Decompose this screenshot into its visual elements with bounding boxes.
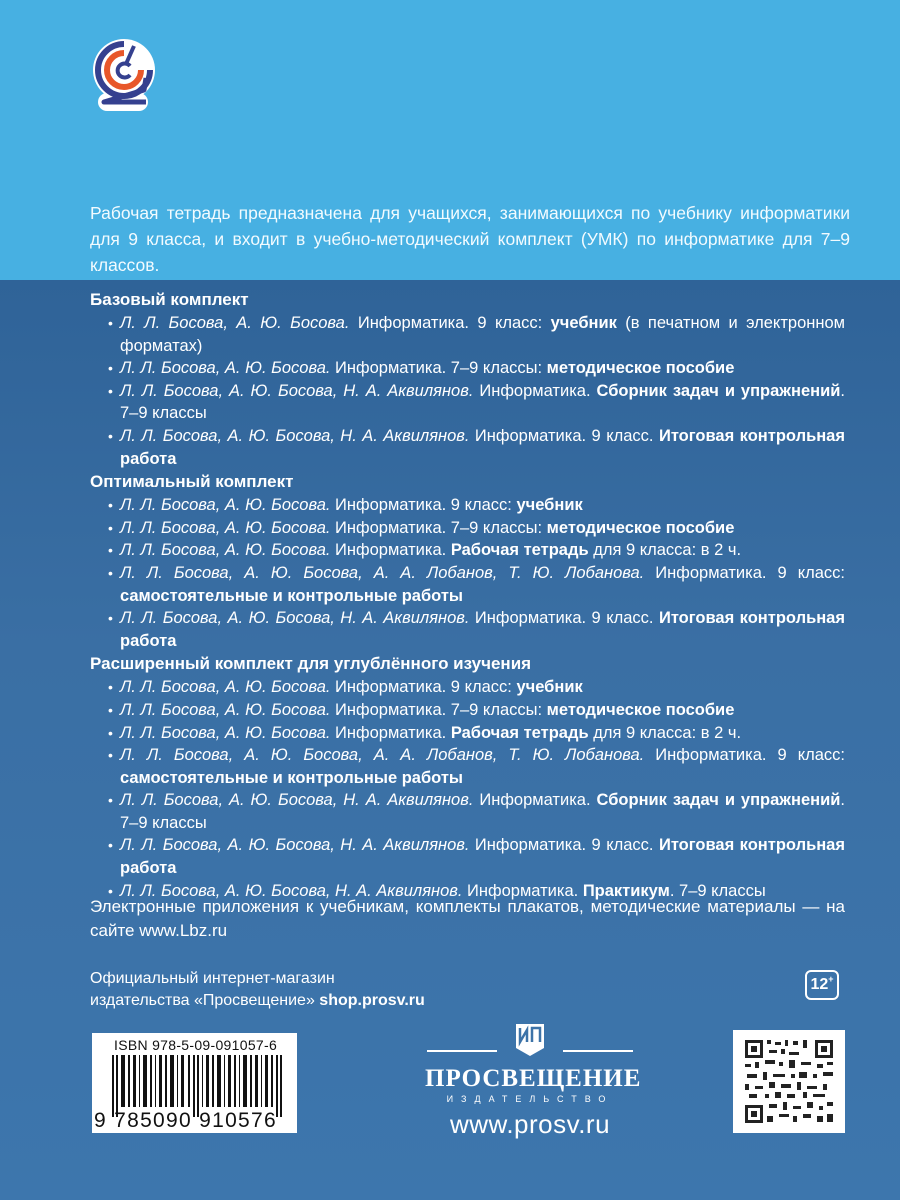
list-item: • Л. Л. Босова, А. Ю. Босова, Н. А. Аквилянов. Информатика. Практикум. 7–9 классы	[110, 880, 845, 903]
isbn-label: ISBN 978-5-09-091057-6	[114, 1037, 278, 1053]
list-item: • Л. Л. Босова, А. Ю. Босова. Информатика. Рабочая тетрадь для 9 класса: в 2 ч.	[110, 722, 845, 745]
list-item: • Л. Л. Босова, А. Ю. Босова, Н. А. Аквилянов. Информатика. 9 класс. Итоговая контрольная работа	[110, 425, 845, 470]
list-item: • Л. Л. Босова, А. Ю. Босова, Н. А. Аквилянов. Информатика. Сборник задач и упражнений. 7–9 классы	[110, 789, 845, 834]
publisher-url[interactable]: www.prosv.ru	[449, 1109, 611, 1139]
electronic-apps-note: Электронные приложения к учебникам, комплекты плакатов, методические материалы — на сайте www.Lbz.ru	[90, 897, 845, 940]
umk-list	[90, 288, 845, 902]
shop-link[interactable]: shop.prosv.ru	[319, 992, 425, 1009]
publisher-subtitle: ИЗДАТЕЛЬСТВО	[446, 1094, 614, 1104]
publisher-name: ПРОСВЕЩЕНИЕ	[425, 1065, 642, 1092]
barcode-bars-icon	[104, 1055, 290, 1117]
section-optimal	[90, 470, 845, 652]
umk-logo-icon	[88, 38, 164, 114]
list-item: • Л. Л. Босова, А. Ю. Босова. Информатика. 9 класс: учебник (в печатном и электронном форматах)	[110, 312, 845, 357]
list-item: • Л. Л. Босова, А. Ю. Босова, Н. А. Аквилянов. Информатика. Сборник задач и упражнений. 7–9 классы	[110, 380, 845, 425]
list-item: • Л. Л. Босова, А. Ю. Босова, А. А. Лобанов, Т. Ю. Лобанова. Информатика. 9 класс: самостоятельные и контрольные работы	[110, 562, 845, 607]
age-rating-badge: 12+	[805, 970, 839, 1000]
section-title: Расширенный комплект для углублённого изучения	[90, 654, 532, 674]
section-basic	[90, 288, 845, 470]
list-item: • Л. Л. Босова, А. Ю. Босова, Н. А. Аквилянов. Информатика. 9 класс. Итоговая контрольная работа	[110, 834, 845, 879]
section-extended	[90, 652, 845, 902]
list-item: • Л. Л. Босова, А. Ю. Босова, А. А. Лобанов, Т. Ю. Лобанова. Информатика. 9 класс: самостоятельные и контрольные работы	[110, 744, 845, 789]
shop-info: Официальный интернет-магазин издательства «Просвещение» shop.prosv.ru	[90, 970, 425, 1009]
section-title: Оптимальный комплект	[90, 472, 294, 492]
publisher-block	[425, 1022, 642, 1140]
list-item: • Л. Л. Босова, А. Ю. Босова. Информатика. 7–9 классы: методическое пособие	[110, 517, 845, 540]
list-item: • Л. Л. Босова, А. Ю. Босова, Н. А. Аквилянов. Информатика. 9 класс. Итоговая контрольная работа	[110, 607, 845, 652]
list-item: • Л. Л. Босова, А. Ю. Босова. Информатика. 9 класс: учебник	[110, 676, 845, 699]
isbn-barcode	[92, 1033, 297, 1133]
barcode-digits: 9 785090 910576	[94, 1109, 277, 1132]
prosveshchenie-logo-icon	[425, 1022, 635, 1058]
section-title: Базовый комплект	[90, 290, 249, 309]
list-item: • Л. Л. Босова, А. Ю. Босова. Информатика. 7–9 классы: методическое пособие	[110, 699, 845, 722]
list-item: • Л. Л. Босова, А. Ю. Босова. Информатика. 9 класс: учебник	[110, 494, 845, 517]
intro-text: Рабочая тетрадь предназначена для учащихся, занимающихся по учебнику информатики для 9 класса, и входит в учебно-методический комплект (УМК) по информатике для 7–9 классов.	[90, 203, 850, 275]
list-item: • Л. Л. Босова, А. Ю. Босова. Информатика. Рабочая тетрадь для 9 класса: в 2 ч.	[110, 539, 845, 562]
list-item: • Л. Л. Босова, А. Ю. Босова. Информатика. 7–9 классы: методическое пособие	[110, 357, 845, 380]
top-band	[0, 0, 900, 280]
qr-code-icon[interactable]	[733, 1030, 845, 1133]
